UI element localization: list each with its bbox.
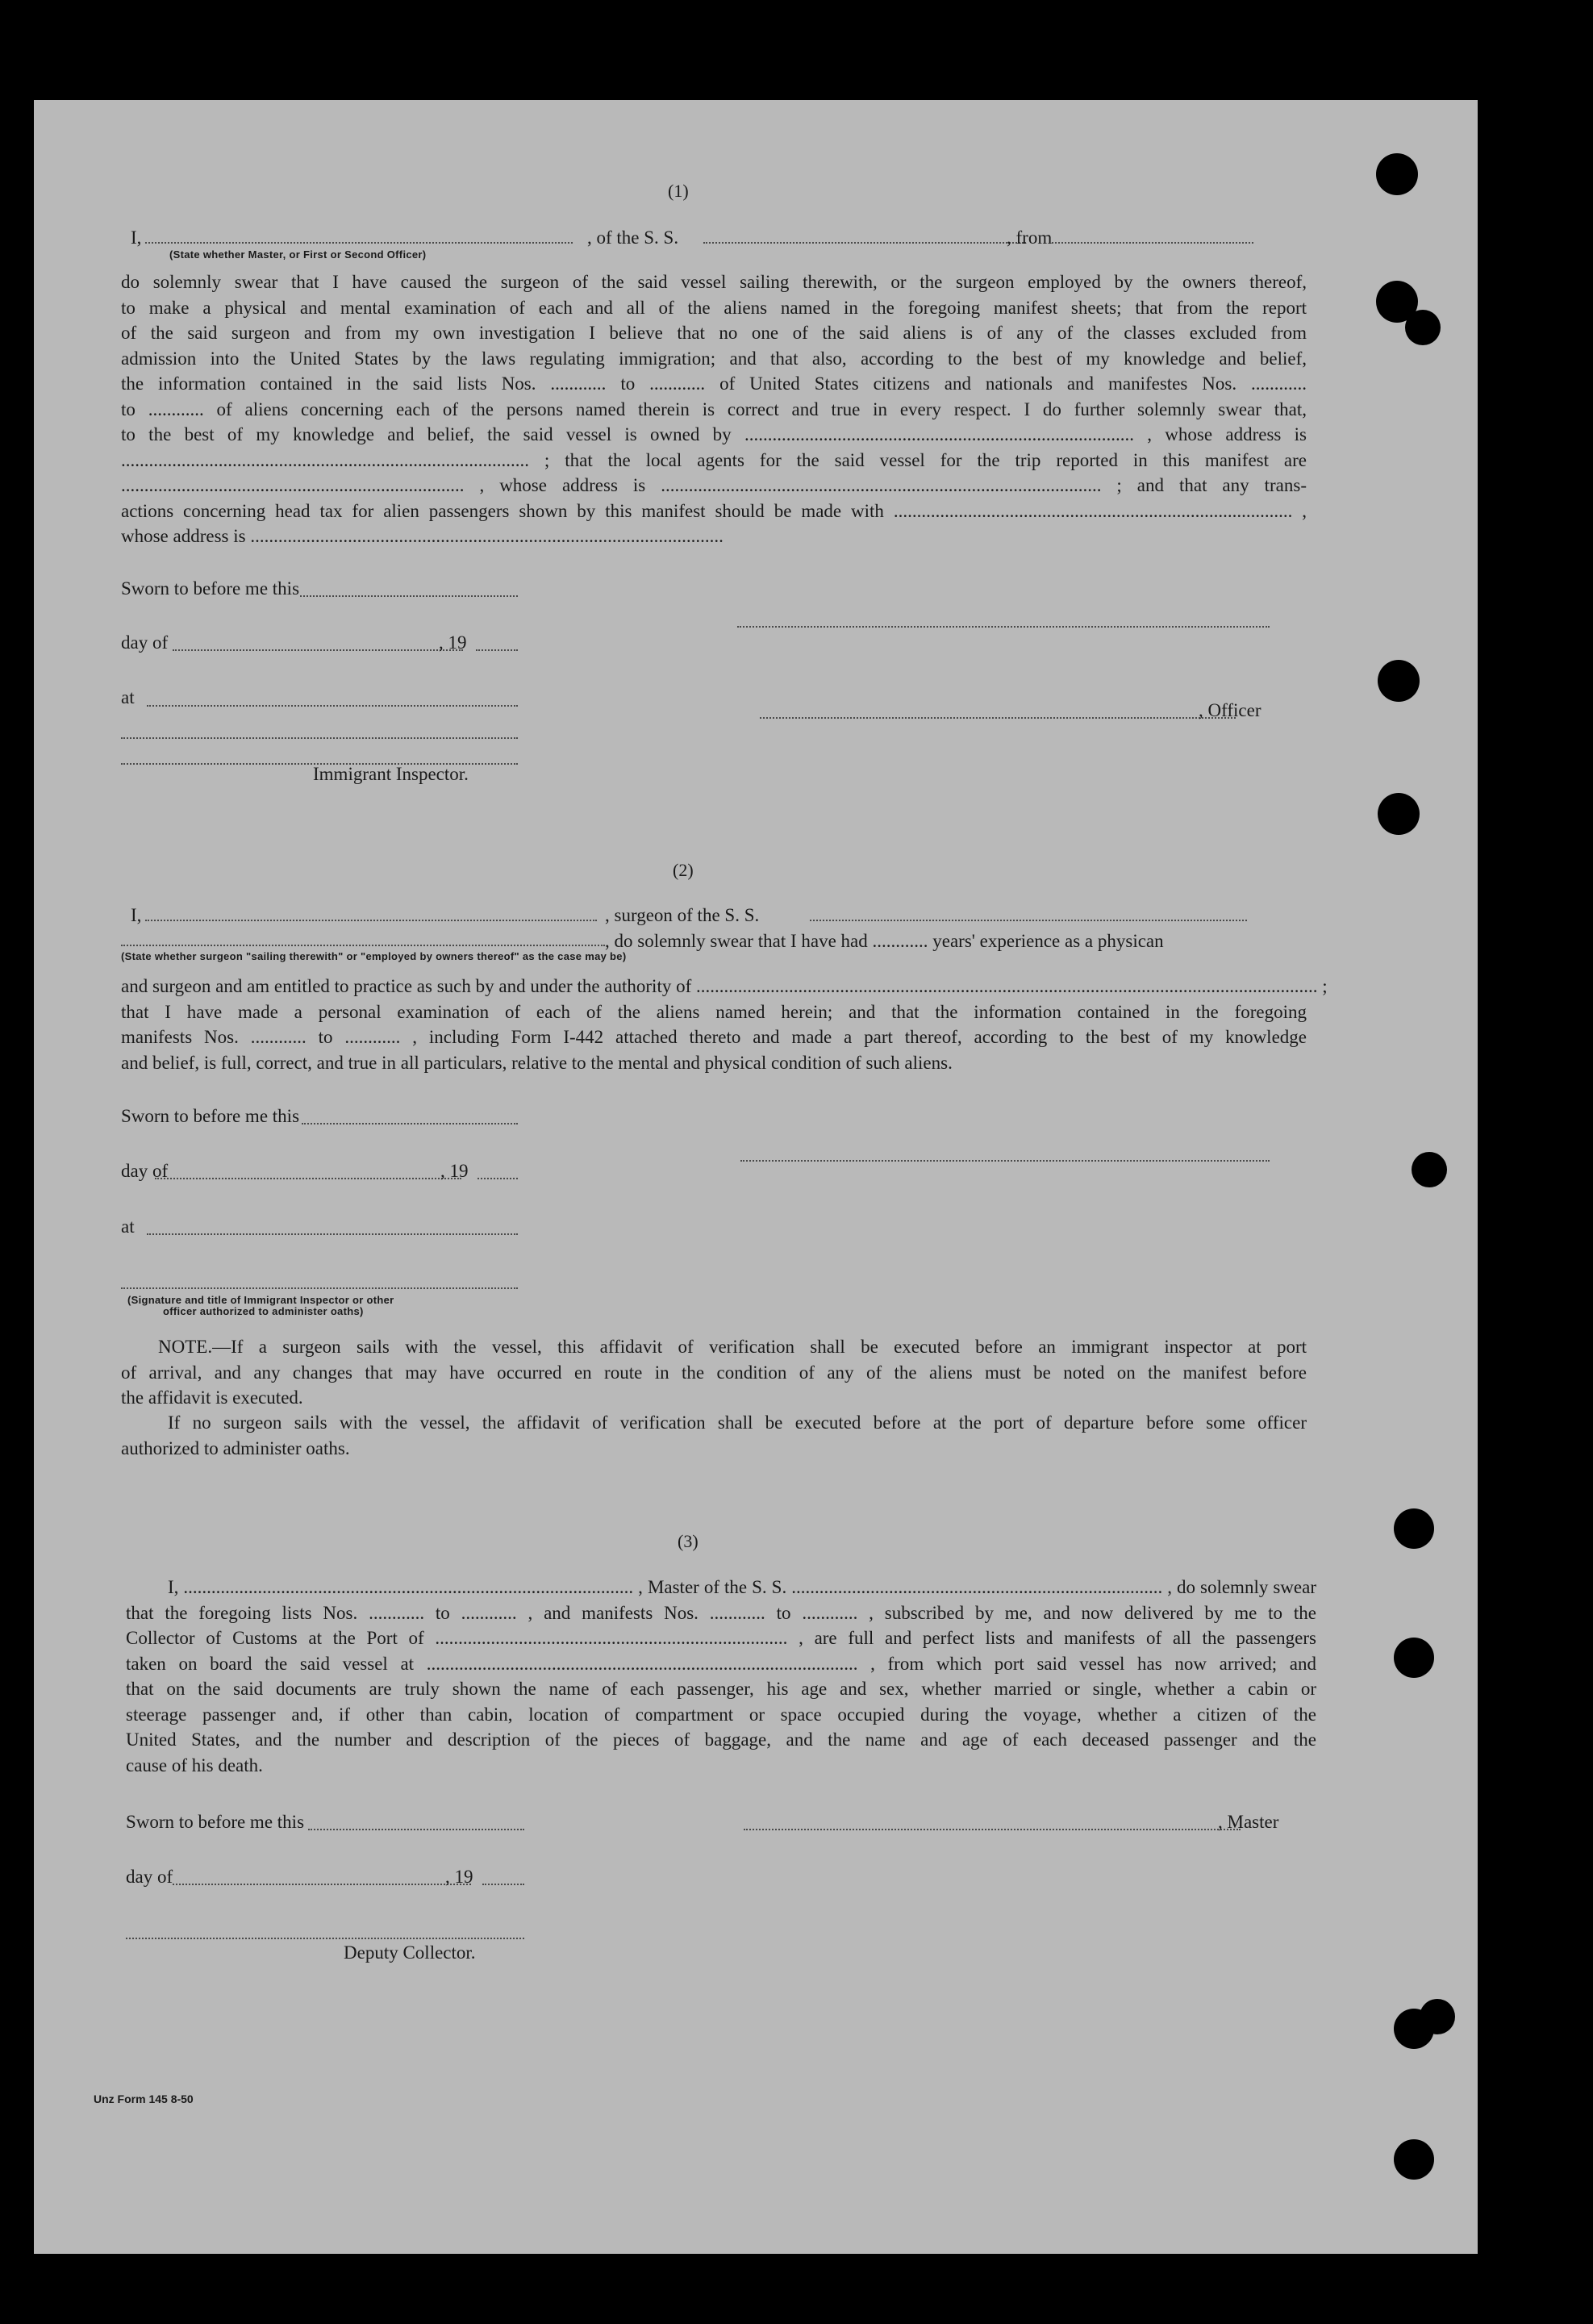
officer-signature-line[interactable] xyxy=(760,717,1236,719)
master-signature-line-3[interactable] xyxy=(744,1829,1241,1830)
section-3-number: (3) xyxy=(678,1531,699,1551)
body-line: manifests Nos. ............ to ............ , including Form I-442 attached thereto and made a part thereof, according to the best of my knowledge xyxy=(121,1027,1307,1047)
from-label: , from xyxy=(1007,227,1053,248)
from-port-field[interactable] xyxy=(1052,242,1253,244)
surgeon-note: (State whether surgeon "sailing therewith" or "employed by owners thereof" as the case may be) xyxy=(121,950,627,962)
note-paragraph-2 xyxy=(121,1410,1307,1461)
year-field-2[interactable] xyxy=(477,1178,518,1179)
note-line: the affidavit is executed. xyxy=(121,1387,303,1408)
section-2-body xyxy=(121,974,1328,1075)
form-sheet xyxy=(34,100,1478,2254)
at-label-2: at xyxy=(121,1216,135,1237)
signature-note-2: officer authorized to administer oaths) xyxy=(163,1305,364,1317)
master-signature-line[interactable] xyxy=(737,626,1270,628)
day-of-field[interactable] xyxy=(173,649,463,651)
sworn-label-2: Sworn to before me this xyxy=(121,1106,300,1126)
body-line: that on the said documents are truly shown the name of each passenger, his age and sex, whether married or single, whether a cabin or xyxy=(126,1679,1316,1699)
year-label: , 19 xyxy=(439,632,467,653)
day-of-label-3: day of xyxy=(126,1867,173,1887)
body-line: to make a physical and mental examination of each and all of the aliens named in the foregoing manifest sheets; that from the report xyxy=(121,297,1307,318)
day-of-label-2: day of xyxy=(121,1161,169,1181)
body-line: and belief, is full, correct, and true in all particulars, relative to the mental and physical condition of such aliens. xyxy=(121,1052,953,1073)
binder-hole xyxy=(1378,793,1420,835)
body-line: admission into the United States by the laws regulating immigration; and that also, according to the best of my knowledge and belief, xyxy=(121,348,1307,369)
immigrant-inspector-label: Immigrant Inspector. xyxy=(313,764,469,784)
body-line: Collector of Customs at the Port of ............................................................................ , are full and perfect lists and manifests of all the passengers xyxy=(126,1628,1316,1648)
body-line: the information contained in the said lists Nos. ............ to ............ of United States citizens and nationals and manifestes Nos. ............ xyxy=(121,373,1307,394)
inspector-signature-line[interactable] xyxy=(121,1287,518,1289)
year-label-2: , 19 xyxy=(440,1161,469,1181)
form-number: Unz Form 145 8-50 xyxy=(94,2092,194,2105)
binder-hole xyxy=(1394,2139,1434,2180)
surgeon-signature-line[interactable] xyxy=(740,1160,1270,1162)
sworn-date-field-3[interactable] xyxy=(308,1829,524,1830)
year-field-3[interactable] xyxy=(482,1884,524,1885)
vessel-name-field[interactable] xyxy=(703,242,1026,244)
body-line: cause of his death. xyxy=(126,1754,263,1775)
body-line: .......................................................................... , whose address is ............................................................................................... ; and that any trans- xyxy=(121,475,1307,495)
body-line: United States, and the number and description of the pieces of baggage, and the name and age of each deceased passenger and the xyxy=(126,1729,1316,1750)
master-name-field[interactable] xyxy=(145,242,573,244)
binder-hole xyxy=(1378,660,1420,702)
binder-hole xyxy=(1376,153,1418,195)
sworn-date-field[interactable] xyxy=(300,595,518,597)
surgeon-of-label: , surgeon of the S. S. xyxy=(605,905,760,925)
note-line: If no surgeon sails with the vessel, the affidavit of verification shall be executed before at the port of departure before some officer xyxy=(168,1412,1307,1433)
body-line: taken on board the said vessel at ............................................................................................. , from which port said vessel has now arrived; and xyxy=(126,1653,1316,1674)
body-line: ........................................................................................ ; that the local agents for the said vessel for the trip reported in this manifest are xyxy=(121,449,1307,470)
note-line: of arrival, and any changes that may have occurred en route in the condition of any of the aliens must be noted on the manifest before xyxy=(121,1362,1307,1383)
body-line: whose address is ...................................................................................................... xyxy=(121,526,724,546)
collector-signature-line[interactable] xyxy=(126,1938,524,1939)
inspector-line-1[interactable] xyxy=(121,737,518,739)
day-of-field-3[interactable] xyxy=(173,1884,471,1885)
surgeon-vessel-field[interactable] xyxy=(810,920,1247,921)
binder-hole xyxy=(1412,1152,1447,1187)
section-1-body xyxy=(121,269,1307,549)
body-line: to ............ of aliens concerning each of the persons named therein is correct and true in every respect. I do further solemnly swear that, xyxy=(121,398,1307,419)
section-1-i-label: I, xyxy=(131,227,142,248)
signature-note-1: (Signature and title of Immigrant Inspector or other xyxy=(127,1294,394,1306)
binder-hole xyxy=(1394,1508,1434,1549)
master-label: , Master xyxy=(1218,1812,1279,1832)
section-3-body xyxy=(126,1575,1316,1778)
master-note: (State whether Master, or First or Second Officer) xyxy=(169,248,427,261)
at-label: at xyxy=(121,687,135,707)
at-field-2[interactable] xyxy=(147,1233,518,1235)
officer-label: , Officer xyxy=(1199,700,1261,720)
note-line: authorized to administer oaths. xyxy=(121,1437,350,1458)
sworn-label: Sworn to before me this xyxy=(121,578,300,599)
year-field[interactable] xyxy=(476,649,518,651)
sworn-date-field-2[interactable] xyxy=(302,1123,518,1124)
binder-hole xyxy=(1420,1999,1455,2034)
of-ss-label: , of the S. S. xyxy=(587,227,679,248)
body-line: steerage passenger and, if other than cabin, location of compartment or space occupied during the voyage, whether a citizen of the xyxy=(126,1704,1316,1725)
surgeon-name-field[interactable] xyxy=(145,920,597,921)
section-2-number: (2) xyxy=(673,860,694,880)
body-line: to the best of my knowledge and belief, the said vessel is owned by .................................................................................... , whose address is xyxy=(121,424,1307,444)
day-of-label: day of xyxy=(121,632,169,653)
body-line: do solemnly swear that I have caused the surgeon of the said vessel sailing therewith, or the surgeon employed by the owners thereof, xyxy=(121,272,1307,292)
section-2-i-label: I, xyxy=(131,905,142,925)
body-line: I, ................................................................................................. , Master of the S. S. ................................................................................ , do solemnly swear xyxy=(168,1577,1316,1597)
body-line: and surgeon and am entitled to practice as such by and under the authority of ...................................................................................................................................... ; xyxy=(121,976,1328,996)
deputy-collector-label: Deputy Collector. xyxy=(344,1942,476,1963)
surgeon-status-field[interactable] xyxy=(121,945,605,946)
year-label-3: , 19 xyxy=(445,1867,473,1887)
body-line: that the foregoing lists Nos. ............ to ............ , and manifests Nos. ............ to ............ , subscribed by me, and now delivered by me to the xyxy=(126,1602,1316,1623)
section-1-number: (1) xyxy=(668,181,689,201)
note-paragraph xyxy=(121,1334,1307,1411)
surgeon-swear-text: , do solemnly swear that I have had ............ years' experience as a physican xyxy=(605,931,1164,951)
at-field[interactable] xyxy=(147,705,518,707)
body-line: actions concerning head tax for alien passengers shown by this manifest should be made with ...................................................................................... , xyxy=(121,500,1307,521)
binder-hole xyxy=(1394,1638,1434,1678)
body-line: that I have made a personal examination of each of the aliens named herein; and that the information contained in the foregoing xyxy=(121,1001,1307,1022)
sworn-label-3: Sworn to before me this xyxy=(126,1812,305,1832)
binder-hole xyxy=(1405,310,1441,345)
body-line: of the said surgeon and from my own investigation I believe that no one of the said aliens is of any of the classes excluded from xyxy=(121,323,1307,343)
note-line: NOTE.—If a surgeon sails with the vessel, this affidavit of verification shall be executed before an immigrant inspector at port xyxy=(158,1337,1307,1357)
day-of-field-2[interactable] xyxy=(155,1178,461,1179)
